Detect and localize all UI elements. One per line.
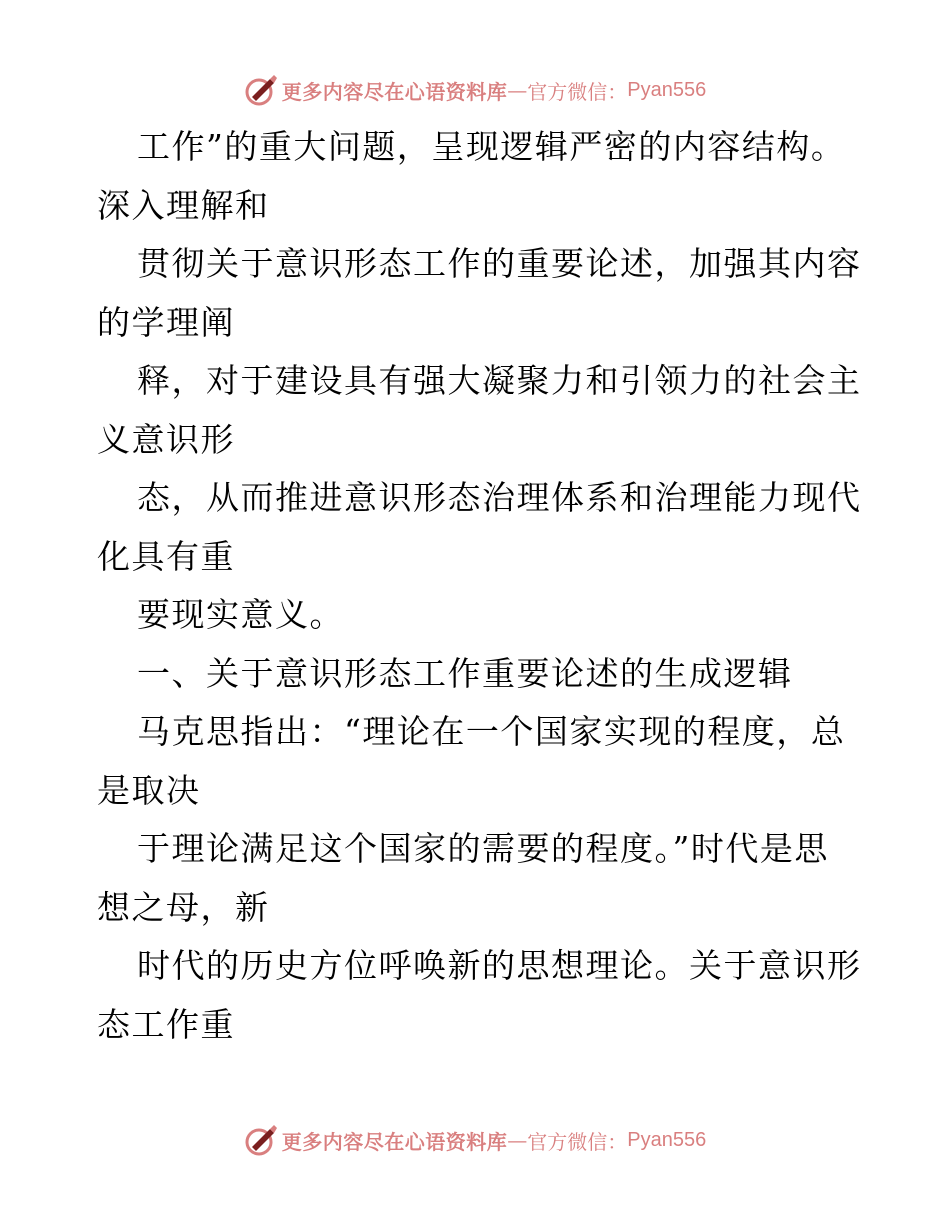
body-line: 态，从而推进意识形态治理体系和治理能力现代 (137, 478, 862, 517)
body-line: 态工作重 (97, 1004, 235, 1044)
body-line: 贯彻关于意识形态工作的重要论述，加强其内容 (137, 244, 862, 283)
body-line: 义意识形 (97, 419, 235, 459)
header-banner (0, 70, 950, 110)
pen-logo-icon (244, 1123, 278, 1157)
banner-text: 更多内容尽在心语资料库 (281, 79, 508, 104)
banner-text: 更多内容尽在心语资料库 (281, 1129, 508, 1154)
banner-separator: — (507, 78, 528, 102)
banner-separator: — (507, 1128, 528, 1152)
body-line: 马克思指出：“理论在一个国家实现的程度，总 (137, 712, 846, 751)
body-line: 化具有重 (97, 536, 235, 576)
banner-wechat-id: Pyan556 (627, 78, 707, 101)
banner-wechat-label: 官方微信： (527, 1129, 628, 1154)
body-line: 的学理阐 (97, 302, 235, 342)
banner-wechat-label: 官方微信： (527, 79, 628, 104)
section-heading: 一、关于意识形态工作重要论述的生成逻辑 (137, 653, 793, 693)
footer-banner (0, 1120, 950, 1160)
body-line: 时代的历史方位呼唤新的思想理论。关于意识形 (137, 946, 862, 985)
body-line: 是取决 (97, 770, 201, 810)
body-line: 释，对于建设具有强大凝聚力和引领力的社会主 (137, 361, 862, 400)
body-line: 想之母，新 (97, 887, 270, 927)
body-line: 深入理解和 (97, 185, 270, 225)
body-line: 工作”的重大问题，呈现逻辑严密的内容结构。 (137, 127, 846, 166)
document-body (97, 118, 862, 1054)
body-line: 于理论满足这个国家的需要的程度。”时代是思 (137, 829, 829, 868)
banner-wechat-id: Pyan556 (627, 1128, 707, 1151)
pen-logo-icon (244, 73, 278, 107)
body-line: 要现实意义。 (137, 595, 344, 634)
